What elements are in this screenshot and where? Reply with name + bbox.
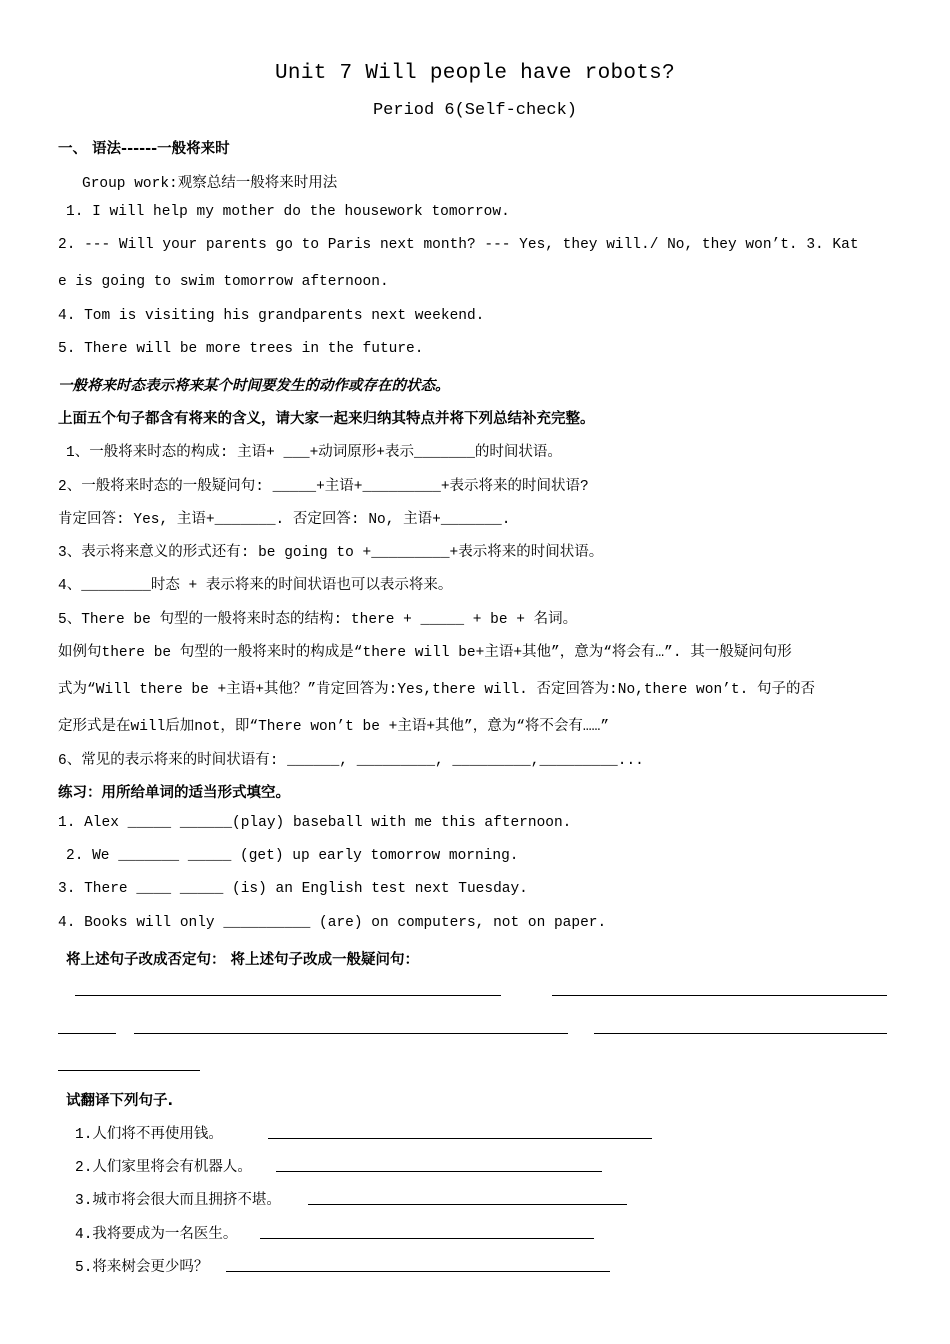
translation-item: 5.将来树会更少吗？ — [75, 1260, 209, 1276]
answer-line[interactable] — [268, 1138, 652, 1139]
rule-line: 定形式是在will后加not，即“There won’t be +主语+其他”，意为“将不会有……” — [58, 719, 610, 735]
translation-heading: 试翻译下列句子. — [66, 1093, 174, 1109]
answer-line[interactable] — [260, 1238, 594, 1239]
example-sentence: 4. Tom is visiting his grandparents next weekend. — [58, 308, 485, 324]
rule-line: 6、常见的表示将来的时间状语有: ______, _________, _________,_________... — [58, 753, 644, 769]
example-sentence: 2. --- Will your parents go to Paris next month? --- Yes, they will./ No, they won’t. 3. Kat — [58, 237, 859, 253]
answer-line[interactable] — [276, 1171, 602, 1172]
rule-line: 4、________时态 + 表示将来的时间状语也可以表示将来。 — [58, 578, 453, 594]
rule-line: 3、表示将来意义的形式还有: be going to +_________+表示将来的时间状语。 — [58, 545, 604, 561]
rule-line: 1、一般将来时态的构成: 主语+ ___+动词原形+表示_______的时间状语。 — [66, 445, 562, 461]
answer-line[interactable] — [552, 995, 887, 996]
page-title: Unit 7 Will people have robots? — [275, 62, 675, 85]
rule-line: 5、There be 句型的一般将来时态的结构: there + _____ + be + 名词。 — [58, 612, 578, 628]
answer-line[interactable] — [58, 1070, 200, 1071]
section-heading-grammar: 一、 语法------一般将来时 — [58, 141, 230, 157]
translation-item: 2.人们家里将会有机器人。 — [75, 1160, 252, 1176]
translation-item: 4.我将要成为一名医生。 — [75, 1227, 238, 1243]
translation-item: 3.城市将会很大而且拥挤不堪。 — [75, 1193, 281, 1209]
example-sentence: e is going to swim tomorrow afternoon. — [58, 274, 389, 290]
exercise-item: 2. We _______ _____ (get) up early tomorrow morning. — [66, 848, 519, 864]
rule-line: 肯定回答: Yes, 主语+_______. 否定回答: No, 主语+_______. — [58, 512, 511, 528]
exercise-item: 4. Books will only __________ (are) on computers, not on paper. — [58, 915, 607, 931]
answer-line[interactable] — [134, 1033, 568, 1034]
definition-text: 一般将来时态表示将来某个时间要发生的动作或存在的状态。 — [58, 378, 450, 394]
answer-line[interactable] — [308, 1204, 627, 1205]
answer-line[interactable] — [75, 995, 501, 996]
example-sentence: 1. I will help my mother do the housework tomorrow. — [66, 204, 510, 220]
answer-line[interactable] — [58, 1033, 116, 1034]
answer-line[interactable] — [226, 1271, 610, 1272]
rule-line: 如例句there be 句型的一般将来时的构成是“there will be+主语+其他”，意为“将会有…”. 其一般疑问句形 — [58, 645, 792, 661]
rule-line: 式为“Will there be +主语+其他？”肯定回答为:Yes,there will. 否定回答为:No,there won’t. 句子的否 — [58, 682, 815, 698]
answer-line[interactable] — [594, 1033, 887, 1034]
example-sentence: 5. There will be more trees in the future. — [58, 341, 424, 357]
group-work-label: Group work:观察总结一般将来时用法 — [82, 176, 338, 192]
translation-item: 1.人们将不再使用钱。 — [75, 1127, 223, 1143]
exercise-heading: 练习：用所给单词的适当形式填空。 — [58, 785, 290, 801]
exercise-item: 1. Alex _____ ______(play) baseball with me this afternoon. — [58, 815, 572, 831]
transform-heading: 将上述句子改成否定句： 将上述句子改成一般疑问句： — [66, 952, 420, 968]
instruction-text: 上面五个句子都含有将来的含义，请大家一起来归纳其特点并将下列总结补充完整。 — [58, 411, 595, 427]
page-subtitle: Period 6(Self-check) — [372, 101, 578, 120]
exercise-item: 3. There ____ _____ (is) an English test next Tuesday. — [58, 881, 528, 897]
rule-line: 2、一般将来时态的一般疑问句: _____+主语+_________+表示将来的时间状语? — [58, 479, 589, 495]
